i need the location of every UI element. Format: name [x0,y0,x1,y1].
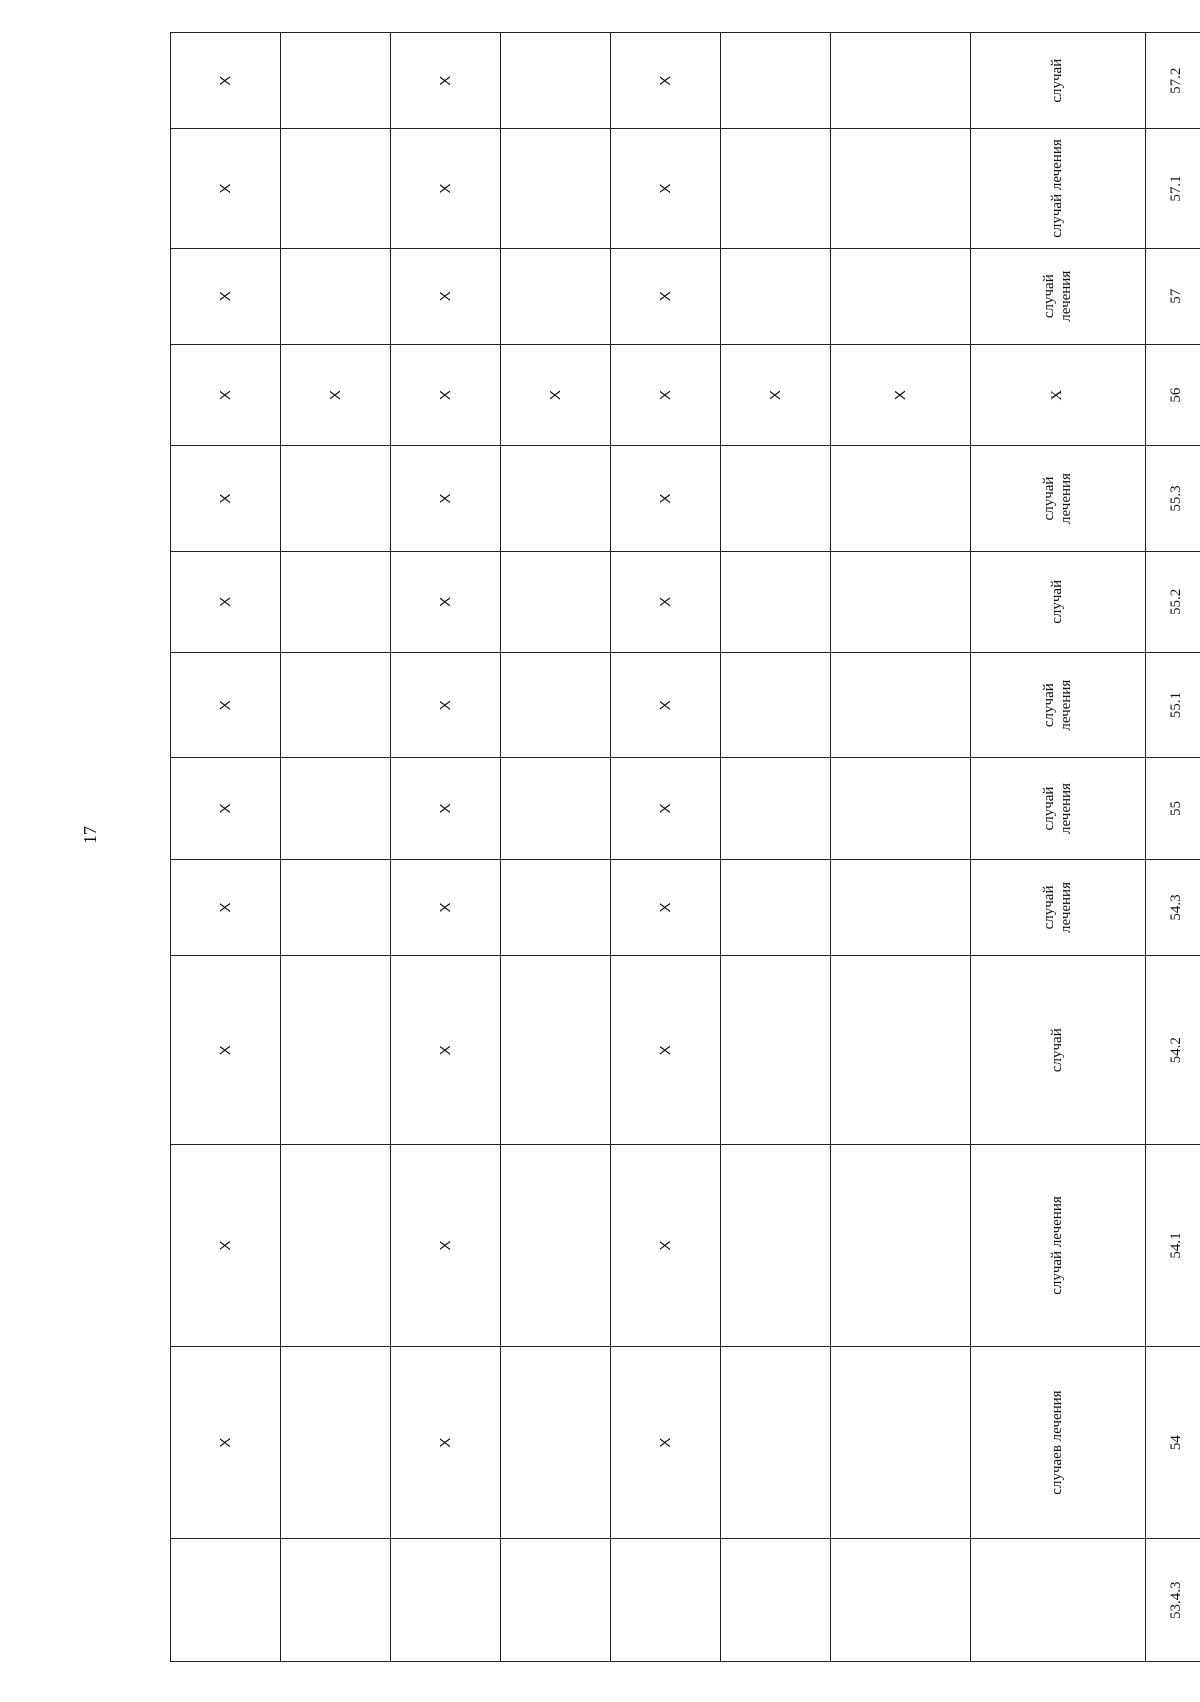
row-unit-cell: случай лечения [971,859,1146,955]
row-value-cell [501,446,611,551]
row-code-cell: 54.2 [1146,956,1200,1145]
row-value-cell [831,1539,971,1662]
row-value-cell [281,758,391,860]
row-value-cell: X [171,551,281,653]
row-code-cell: 54 [1146,1346,1200,1539]
row-value-cell [721,248,831,344]
row-value-cell: X [171,33,281,129]
row-value-cell [831,33,971,129]
row-unit-cell: случай лечения [971,1145,1146,1346]
row-value-cell: X [391,446,501,551]
row-value-cell: X [611,859,721,955]
row-code-cell: 53.4.3 [1146,1539,1200,1662]
row-value-cell: X [171,1145,281,1346]
row-unit-cell: случай лечения [971,758,1146,860]
row-value-cell: X [831,344,971,446]
row-value-cell: X [611,344,721,446]
row-value-cell: X [281,344,391,446]
row-value-cell [721,551,831,653]
row-value-cell [721,446,831,551]
rotated-table-container [170,32,1184,1662]
row-value-cell: X [391,33,501,129]
row-value-cell [721,1145,831,1346]
row-value-cell [721,33,831,129]
row-value-cell [831,446,971,551]
row-value-cell [501,956,611,1145]
row-value-cell [501,1346,611,1539]
row-value-cell [501,653,611,758]
row-value-cell: X [391,1145,501,1346]
row-unit-cell [971,1539,1146,1662]
row-value-cell: X [611,1145,721,1346]
row-value-cell: X [171,758,281,860]
row-value-cell: X [171,1346,281,1539]
row-value-cell [281,551,391,653]
row-value-cell: X [611,956,721,1145]
row-value-cell: X [391,551,501,653]
row-unit-cell: X [971,344,1146,446]
row-value-cell: X [721,344,831,446]
row-value-cell: X [611,33,721,129]
row-code-cell: 54.1 [1146,1145,1200,1346]
row-value-cell: X [391,653,501,758]
row-value-cell [721,1539,831,1662]
row-value-cell [501,1145,611,1346]
row-value-cell: X [171,248,281,344]
row-value-cell [831,1346,971,1539]
row-unit-cell: случай лечения [971,653,1146,758]
row-unit-cell: случай [971,956,1146,1145]
row-value-cell [831,859,971,955]
row-value-cell: X [391,758,501,860]
row-value-cell [721,859,831,955]
table-field-row-c1 [721,33,831,1662]
table-body [171,33,1200,1662]
row-value-cell: X [171,344,281,446]
row-value-cell [171,1539,281,1662]
row-value-cell [721,1346,831,1539]
row-value-cell [501,33,611,129]
row-value-cell: X [171,859,281,955]
row-value-cell: X [391,1346,501,1539]
row-value-cell [281,1539,391,1662]
row-value-cell [281,956,391,1145]
row-value-cell: X [611,758,721,860]
row-unit-cell: случай лечения [971,446,1146,551]
row-value-cell [281,859,391,955]
row-unit-cell: случай лечения [971,129,1146,248]
row-value-cell: X [391,344,501,446]
row-code-cell: 55.2 [1146,551,1200,653]
row-value-cell: X [611,446,721,551]
row-value-cell [721,956,831,1145]
row-value-cell: X [391,129,501,248]
row-value-cell [501,129,611,248]
table-field-row-c2 [611,33,721,1662]
row-code-cell: 57.1 [1146,129,1200,248]
row-value-cell [281,653,391,758]
row-value-cell [831,758,971,860]
row-value-cell: X [391,248,501,344]
row-value-cell [831,129,971,248]
row-value-cell [501,758,611,860]
table-field-row-c6 [171,33,281,1662]
row-value-cell: X [611,551,721,653]
row-value-cell [831,551,971,653]
row-code-cell: 57 [1146,248,1200,344]
row-code-cell: 55 [1146,758,1200,860]
table-field-row-c5 [281,33,391,1662]
row-value-cell [281,446,391,551]
row-value-cell [721,129,831,248]
row-code-cell: 57.2 [1146,33,1200,129]
row-value-cell: X [171,956,281,1145]
row-value-cell [501,248,611,344]
row-code-cell: 55.3 [1146,446,1200,551]
row-code-cell: 55.1 [1146,653,1200,758]
row-value-cell: X [611,129,721,248]
row-code-cell: 54.3 [1146,859,1200,955]
row-value-cell [281,129,391,248]
row-value-cell [721,653,831,758]
row-value-cell: X [501,344,611,446]
data-table [170,32,1200,1662]
row-value-cell: X [611,653,721,758]
row-code-cell: 56 [1146,344,1200,446]
row-value-cell: X [171,653,281,758]
row-value-cell [501,551,611,653]
row-value-cell [281,248,391,344]
row-value-cell [281,1145,391,1346]
row-value-cell: X [611,248,721,344]
row-value-cell [281,33,391,129]
row-value-cell [281,1346,391,1539]
row-value-cell: X [391,956,501,1145]
row-value-cell [501,859,611,955]
row-value-cell: X [611,1346,721,1539]
row-unit-cell: случаев лечения [971,1346,1146,1539]
row-value-cell [501,1539,611,1662]
table-field-row-c3 [501,33,611,1662]
row-value-cell [721,758,831,860]
row-unit-cell: случай лечения [971,248,1146,344]
row-value-cell: X [171,446,281,551]
page-number: 17 [80,826,100,844]
table-field-row-c4 [391,33,501,1662]
row-value-cell: X [391,859,501,955]
row-value-cell [831,956,971,1145]
row-value-cell [831,248,971,344]
table-field-row-c0 [831,33,971,1662]
row-value-cell [831,653,971,758]
row-value-cell [611,1539,721,1662]
table-field-row-unit [971,33,1146,1662]
row-value-cell: X [171,129,281,248]
row-unit-cell: случай [971,33,1146,129]
row-value-cell [831,1145,971,1346]
table-field-row-code [1146,33,1200,1662]
row-unit-cell: случай [971,551,1146,653]
row-value-cell [391,1539,501,1662]
